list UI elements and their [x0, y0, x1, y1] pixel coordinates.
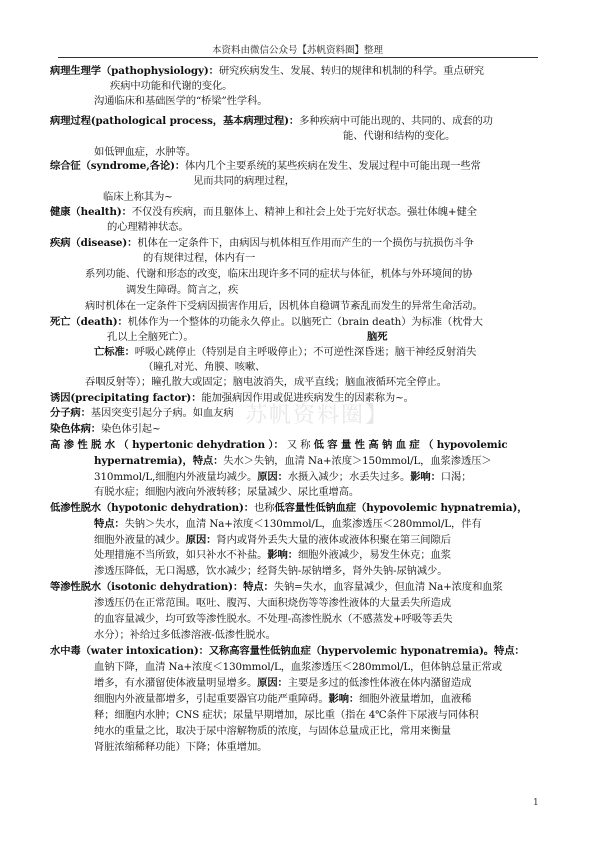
term-heading: 原因： — [185, 534, 217, 546]
term-heading: 特点： — [94, 518, 125, 530]
text-line — [50, 422, 161, 436]
text-line — [50, 205, 477, 219]
body-text: 处理措施不当所致，如只补水不补盐。 — [94, 549, 268, 561]
body-text: 主要是多过的低渗性体液在体内潴留造成 — [287, 677, 472, 689]
text-line — [94, 724, 451, 738]
term-heading: 影响： — [328, 693, 360, 705]
body-text: 增多，有水潴留使体液量明显增多。 — [94, 677, 258, 689]
term-heading: 原因： — [257, 677, 288, 689]
term-heading: 亡标准： — [94, 346, 135, 358]
term-heading: hypernatremia)， — [94, 455, 193, 467]
page-header: 本资料由微信公众号【苏帆资料圈】整理 — [211, 45, 383, 56]
term-heading: 影响： — [267, 549, 298, 561]
body-text: 血钠下降，血清 Na+浓度＜130mmol/L，血浆渗透压＜280mmol/L，但体钠总量正常或 — [94, 661, 502, 673]
text-line — [143, 251, 255, 265]
body-text: 又 称 — [283, 439, 314, 451]
body-text: 吞咽反射等）；瞳孔散大或固定；脑电波消失，成平直线；脑血液循环完全停止。 — [85, 376, 447, 388]
term-heading: 影响： — [410, 471, 441, 483]
text-line — [343, 129, 455, 143]
term-heading: 死亡（death)： — [50, 316, 128, 328]
page-number: 1 — [533, 798, 539, 808]
text-line — [50, 159, 481, 173]
text-line — [143, 360, 265, 374]
body-text: 疾病中功能和代谢的变化。 — [110, 80, 233, 92]
body-text: 的有规律过程，体内有一 — [143, 252, 256, 264]
text-line — [85, 375, 447, 389]
body-text: 310mmol/L,细胞内外液量均减少。 — [94, 471, 258, 483]
body-text: 渗透压仍在正常范围。呕吐、腹泻、大面积烧伤等等渗性液体的大量丢失所造成 — [94, 597, 451, 609]
text-line — [94, 628, 276, 642]
body-text: 机体作为一个整体的功能永久停止。以脑死亡（brain death）为标准（枕骨大 — [127, 316, 483, 328]
body-text: 呼吸心跳停止（特别是自主呼吸停止）；不可逆性深昏迷；脑干神经反射消失 — [134, 346, 477, 358]
term-heading: 病理过程(pathological process，基本病理过程)： — [50, 115, 300, 127]
body-text: 的血容量减少，均可致等渗性脱水。不处理-高渗性脱水（不感蒸发+呼吸等丢失 — [94, 613, 453, 625]
text-line — [94, 485, 359, 499]
text-line — [50, 114, 493, 128]
text-line — [94, 470, 471, 484]
text-line — [94, 517, 482, 531]
term-heading: 低容量性低钠血症（hypovolemic hypnatremia)， — [274, 502, 528, 514]
term-heading: 脑死 — [367, 331, 388, 343]
body-text: 见而共同的病理过程， — [193, 175, 295, 187]
term-heading: 原因： — [257, 471, 288, 483]
text-line — [50, 315, 483, 329]
body-text: 细胞外液量的减少。 — [94, 534, 186, 546]
text-line — [94, 740, 267, 754]
body-text: 细胞内外液量都增多，引起重要器官功能严重障碍。 — [94, 693, 329, 705]
text-line — [94, 94, 267, 108]
term-heading: 水中毒（water intoxication)：又称高容量性低钠血症（hypervolemic hyponatremia)。特点： — [50, 645, 525, 657]
body-text: 失钠＞失水，血清 Na+浓度＜130mmol/L，血浆渗透压＜280mmol/L，伴有 — [124, 518, 482, 530]
text-line — [50, 501, 527, 515]
text-line — [94, 454, 492, 468]
header-divider — [58, 57, 538, 58]
body-text: 沟通临床和基础医学的“桥梁”性学科。 — [94, 95, 268, 107]
term-heading: 健康（health)： — [50, 206, 132, 218]
text-line — [50, 580, 503, 594]
text-line — [94, 564, 447, 578]
text-line — [367, 330, 387, 344]
body-text: 机体在一定条件下，由病因与机体相互作用而产生的一个损伤与抗损伤斗争 — [137, 237, 474, 249]
term-heading: 低渗性脱水（hypotonic dehydration)： — [50, 502, 255, 514]
body-text: 细胞外液量增加，血液稀 — [359, 693, 472, 705]
body-text: 体内几个主要系统的某些疾病在发生、发展过程中可能出现一些常 — [185, 160, 481, 172]
body-text: 能加强病因作用或促进疾病发生的因素称为~。 — [201, 392, 414, 404]
body-text: 渗透压降低，无口渴感，饮水减少；经肾失钠-尿钠增多，肾外失钠-尿钠减少。 — [94, 565, 448, 577]
term-heading: 诱因(precipitating factor)： — [50, 392, 202, 404]
body-text: 基因突变引起分子病。如血友病 — [90, 407, 234, 419]
text-line — [94, 345, 476, 359]
text-line — [94, 692, 471, 706]
body-text: 肾脏浓缩稀释功能）下降；体重增加。 — [94, 741, 268, 753]
text-line — [50, 438, 508, 452]
term-heading: 分子病： — [50, 407, 91, 419]
term-heading: 等渗性脱水（isotonic dehydration)： — [50, 581, 244, 593]
text-line — [193, 174, 295, 188]
body-text: 口渴； — [440, 471, 472, 483]
term-heading: 疾病（disease)： — [50, 237, 138, 249]
term-heading: 高 渗 性 脱 水 （ hypertonic dehydration ）： — [50, 439, 284, 451]
body-text: 病时机体在一定条件下受病因损害作用后，因机体自稳调节紊乱而发生的异常生命活动。 — [85, 300, 483, 312]
body-text: 研究疾病发生、发展、转归的规律和机制的科学。重点研究 — [218, 65, 484, 77]
body-text: 纯水的重量之比，取决于尿中溶解物质的浓度，与固体总量成正比，常用来衡量 — [94, 725, 451, 737]
text-line — [107, 330, 194, 344]
text-line — [94, 596, 451, 610]
text-line — [50, 64, 484, 78]
text-line — [85, 299, 483, 313]
text-line — [94, 676, 471, 690]
body-text: 孔以上全脑死亡）。 — [107, 331, 194, 343]
text-line — [50, 406, 234, 420]
body-text: （瞳孔对光、角膜、咳嗽、 — [143, 361, 266, 373]
text-line — [94, 708, 478, 722]
text-line — [94, 533, 451, 547]
text-line — [85, 267, 472, 281]
body-text: 也称 — [254, 502, 275, 514]
text-line — [94, 145, 196, 159]
body-text: 肾内或肾外丢失大量的液体或液体积聚在第三间隙后 — [216, 534, 451, 546]
body-text: 如低钾血症，水肿等。 — [94, 146, 196, 158]
text-line — [50, 236, 474, 250]
term-heading: 特点： — [243, 581, 274, 593]
body-text: 水分）；补给过多低渗溶液-低渗性脱水。 — [94, 629, 276, 641]
body-text: 不仅没有疾病，而且躯体上、精神上和社会上处于完好状态。强壮体魄+健全 — [131, 206, 477, 218]
body-text: 多种疾病中可能出现的、共同的、成套的功 — [299, 115, 493, 127]
text-line — [103, 190, 173, 204]
text-line — [94, 548, 451, 562]
term-heading: 染色体病： — [50, 423, 101, 435]
body-text: 调发生障碍。简言之，疾 — [126, 284, 239, 296]
body-text: 的心理精神状态。 — [107, 221, 189, 233]
watermark: 苏帆资料圈】 — [245, 403, 390, 428]
body-text: 失钠=失水，血容量减少，但血清 Na+浓度和血浆 — [273, 581, 503, 593]
term-heading: 病理生理学（pathophysiology)： — [50, 65, 219, 77]
text-line — [94, 612, 453, 626]
term-heading: 综合征（syndrome,各论)： — [50, 160, 186, 172]
body-text: 释；细胞内水肿；CNS 症状；尿量早期增加，尿比重（指在 4℃条件下尿液与同体积 — [94, 709, 479, 721]
term-heading: 低 容 量 性 高 钠 血 症 （ hypovolemic — [313, 439, 508, 451]
body-text: 有脱水症；细胞内液向外液转移；尿量减少、尿比重增高。 — [94, 486, 360, 498]
text-line — [126, 283, 238, 297]
text-line — [50, 644, 525, 658]
term-heading: 特点： — [192, 455, 224, 467]
text-line — [107, 220, 189, 234]
text-line — [94, 660, 502, 674]
body-text: 临床上称其为~ — [103, 191, 173, 203]
body-text: 水摄入减少；水丢失过多。 — [287, 471, 411, 483]
body-text: 失水＞失钠，血清 Na+浓度＞150mmol/L，血浆渗透压＞ — [223, 455, 492, 467]
body-text: 染色体引起~ — [100, 423, 161, 435]
body-text: 细胞外液减少，易发生休克；血浆 — [297, 549, 451, 561]
text-line — [110, 79, 232, 93]
body-text: 能、代谢和结构的变化。 — [343, 130, 456, 142]
body-text: 系列功能、代谢和形态的改变，临床出现许多不同的症状与体征，机体与外环境间的协 — [85, 268, 473, 280]
